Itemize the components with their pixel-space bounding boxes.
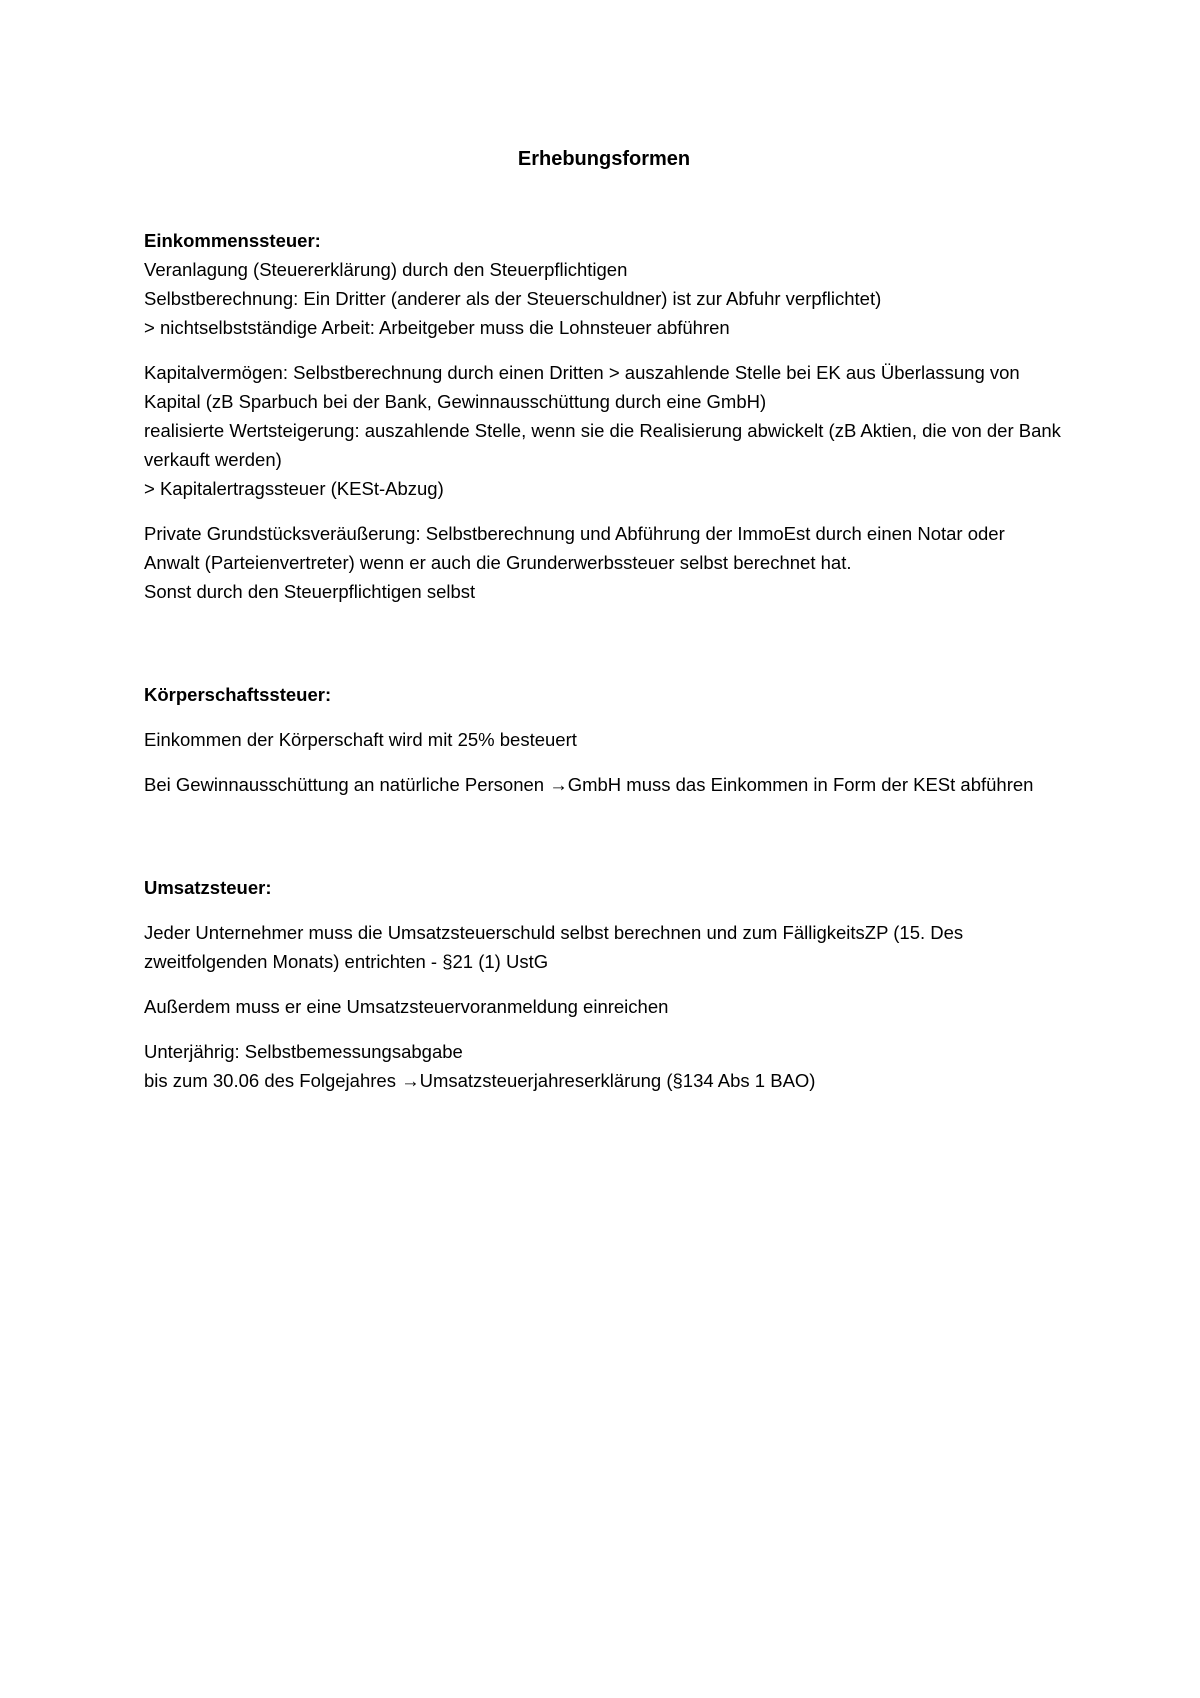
einkommensteuer-paragraph-grundstueck: Private Grundstücksveräußerung: Selbstberechnung und Abführung der ImmoEst durch einen Notar oder Anwalt (Parteienvertreter) wenn er auch die Grunderwerbssteuer selbst berechnet hat. [144, 523, 1005, 573]
section-heading-koerperschaftssteuer: Körperschaftssteuer: [144, 684, 332, 705]
koerperschaftssteuer-paragraph-gewinnausschuettung: Bei Gewinnausschüttung an natürliche Personen →GmbH muss das Einkommen in Form der KESt abführen [144, 774, 1034, 795]
umsatzsteuer-block-1 [144, 918, 1064, 976]
einkommensteuer-paragraph-veranlagung: Veranlagung (Steuererklärung) durch den Steuerpflichtigen [144, 259, 628, 280]
section-koerperschaftssteuer [144, 680, 1064, 799]
umsatzsteuer-block-2 [144, 992, 1064, 1021]
section-umsatzsteuer [144, 873, 1064, 1095]
section-einkommensteuer [144, 226, 1064, 606]
umsatzsteuer-paragraph-unternehmer: Jeder Unternehmer muss die Umsatzsteuerschuld selbst berechnen und zum FälligkeitsZP (15. Des zweitfolgenden Monats) entrichten - §21 (1) UstG [144, 922, 964, 972]
umsatzsteuer-paragraph-voranmeldung: Außerdem muss er eine Umsatzsteuervoranmeldung einreichen [144, 996, 669, 1017]
section-spacer [144, 815, 1064, 873]
section-spacer [144, 622, 1064, 680]
section-heading-umsatzsteuer: Umsatzsteuer: [144, 877, 272, 898]
einkommensteuer-block-3 [144, 519, 1064, 606]
koerperschaftssteuer-block-2 [144, 770, 1064, 799]
document-content [144, 144, 1064, 1111]
einkommensteuer-paragraph-wertsteigerung: realisierte Wertsteigerung: auszahlende Stelle, wenn sie die Realisierung abwickelt (zB Aktien, die von der Bank verkauft werden) [144, 420, 1061, 470]
umsatzsteuer-block-3 [144, 1037, 1064, 1095]
einkommensteuer-paragraph-kest: > Kapitalertragssteuer (KESt-Abzug) [144, 478, 444, 499]
section-heading-einkommensteuer: Einkommenssteuer: [144, 230, 321, 251]
document-title: Erhebungsformen [517, 148, 691, 170]
einkommensteuer-paragraph-selbstberechnung: Selbstberechnung: Ein Dritter (anderer als der Steuerschuldner) ist zur Abfuhr verpflichtet) [144, 288, 882, 309]
einkommensteuer-paragraph-kapitalvermoegen: Kapitalvermögen: Selbstberechnung durch einen Dritten > auszahlende Stelle bei EK aus Überlassung von Kapital (zB Sparbuch bei der Bank, Gewinnausschüttung durch eine GmbH) [144, 362, 1020, 412]
umsatzsteuer-heading-block [144, 873, 1064, 902]
einkommensteuer-paragraph-sonst: Sonst durch den Steuerpflichtigen selbst [144, 581, 476, 602]
umsatzsteuer-paragraph-jahreserklaerung: bis zum 30.06 des Folgejahres →Umsatzsteuerjahreserklärung (§134 Abs 1 BAO) [144, 1070, 816, 1091]
einkommensteuer-paragraph-lohnsteuer: > nichtselbstständige Arbeit: Arbeitgeber muss die Lohnsteuer abführen [144, 317, 730, 338]
koerperschaftssteuer-paragraph-einkommen: Einkommen der Körperschaft wird mit 25% besteuert [144, 729, 577, 750]
einkommensteuer-block-1 [144, 255, 1064, 342]
koerperschaftssteuer-heading-block [144, 680, 1064, 709]
umsatzsteuer-paragraph-unterjaehrig: Unterjährig: Selbstbemessungsabgabe [144, 1041, 463, 1062]
koerperschaftssteuer-block-1 [144, 725, 1064, 754]
einkommensteuer-block-2 [144, 358, 1064, 503]
